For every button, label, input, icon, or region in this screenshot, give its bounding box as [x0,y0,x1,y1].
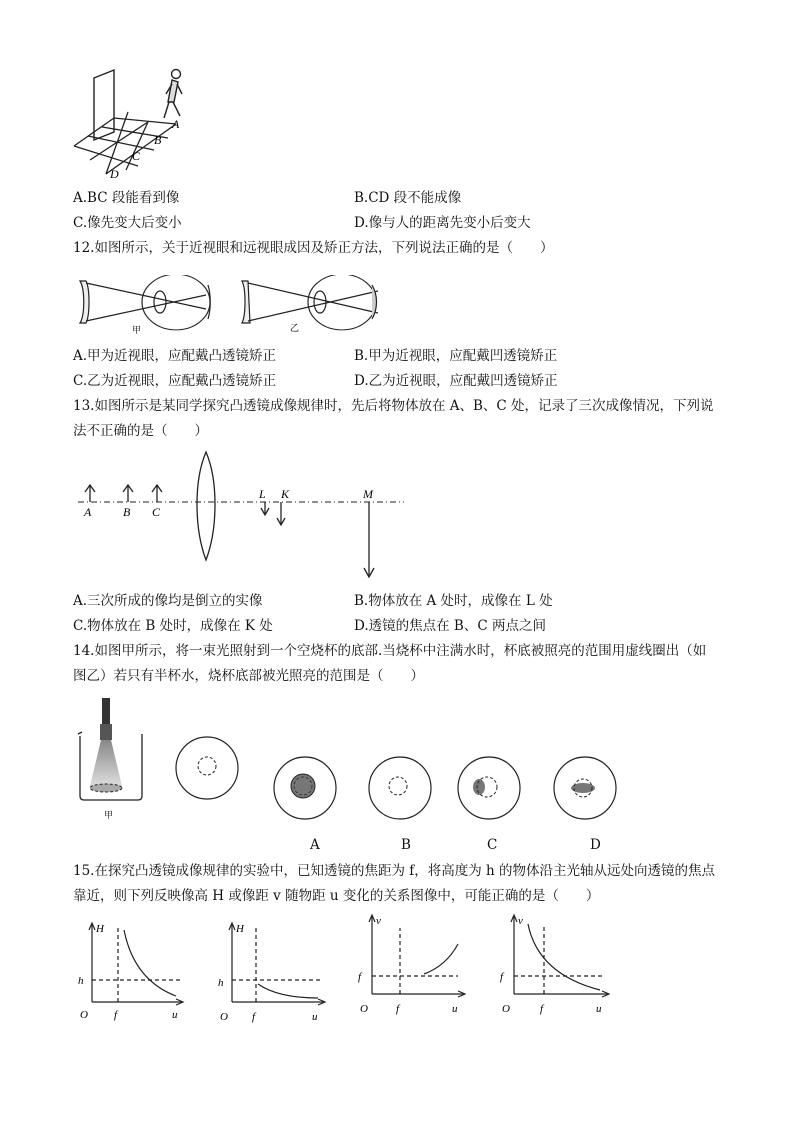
q13-option-d: D.透镜的焦点在 B、C 两点之间 [354,618,546,634]
q14-option-d-label: D [590,837,601,853]
q12-figure-jia [76,275,226,335]
q14-stem-line2: 图乙）若只有半杯水，烧杯底部被光照亮的范围是（ ） [73,668,424,684]
q13-label-k: K [281,487,290,501]
q15-stem-line2: 靠近，则下列反映像高 H 或像距 v 随物距 u 变化的关系图像中，可能正确的是（ ） [73,888,600,904]
q12-stem: 12.如图所示，关于近视眼和远视眼成因及矫正方法，下列说法正确的是（ ） [73,240,554,256]
q14-option-b-label: B [401,837,411,853]
q15-g4-mark: f [500,971,504,983]
q11-figure [68,62,208,180]
q15-g2-ylabel: H [236,923,244,935]
q14-option-b-figure[interactable] [366,754,434,822]
q12-option-c: C.乙为近视眼，应配戴凸透镜矫正 [73,373,277,389]
q15-g4-f: f [540,1003,544,1015]
q14-option-a-figure[interactable] [271,754,339,822]
q14-option-a-label: A [310,837,320,853]
q15-g2-mark: h [218,977,224,989]
q11-label-d: D [110,167,119,180]
q15-g2-xlabel: u [312,1011,318,1023]
q15-graph-2[interactable] [214,918,329,1026]
q13-label-m: M [363,487,373,501]
q15-stem-line1: 15.在探究凸透镜成像规律的实验中，已知透镜的焦距为 f，将高度为 h 的物体沿主光轴从远处向透镜的焦点 [73,863,716,879]
q15-g3-f: f [396,1003,400,1015]
q14-option-c-figure[interactable] [455,754,523,822]
q13-figure [74,450,410,582]
q15-graph-3[interactable] [354,910,469,1018]
q15-g1-origin: O [80,1009,88,1021]
q11-label-b: B [154,133,162,147]
q14-figure-yi [173,734,241,802]
q12-option-b: B.甲为近视眼，应配戴凹透镜矫正 [354,348,558,364]
q15-g3-ylabel: v [376,915,381,927]
q11-option-b: B.CD 段不能成像 [354,190,462,206]
q15-g4-origin: O [502,1003,510,1015]
q11-label-c: C [132,149,141,163]
q15-g2-f: f [252,1011,256,1023]
q15-g4-ylabel: v [518,915,523,927]
q15-graph-1[interactable] [72,918,187,1026]
q13-option-c: C.物体放在 B 处时，成像在 K 处 [73,618,273,634]
q14-option-d-figure[interactable] [551,754,619,822]
q11-option-c: C.像先变大后变小 [73,215,182,231]
q13-label-b: B [123,505,131,519]
q15-g3-mark: f [358,971,362,983]
q15-g1-f: f [114,1009,118,1021]
q15-g1-xlabel: u [172,1009,178,1021]
q14-label-jia: 甲 [104,810,114,820]
q15-g1-mark: h [78,975,84,987]
q13-stem-line2: 法不正确的是（ ） [73,423,208,439]
q13-label-c: C [152,505,161,519]
q12-label-jia: 甲 [132,325,142,335]
q11-option-d: D.像与人的距离先变小后变大 [354,215,531,231]
q11-label-a: A [172,117,180,131]
q15-g4-xlabel: u [596,1003,602,1015]
q14-figure-jia [74,696,154,822]
q13-label-a: A [84,505,92,519]
q15-g1-ylabel: H [96,923,104,935]
q15-g3-origin: O [360,1003,368,1015]
q12-option-a: A.甲为近视眼，应配戴凸透镜矫正 [73,348,277,364]
q14-stem-line1: 14.如图甲所示，将一束光照射到一个空烧杯的底部.当烧杯中注满水时，杯底被照亮的范围用虚线圈出（如 [73,643,707,659]
q13-stem-line1: 13.如图所示是某同学探究凸透镜成像规律时，先后将物体放在 A、B、C 处，记录了三次成像情况，下列说 [73,398,714,414]
q15-graph-4[interactable] [496,910,614,1018]
q15-g3-xlabel: u [452,1003,458,1015]
q13-label-l: L [259,487,266,501]
q13-option-b: B.物体放在 A 处时，成像在 L 处 [354,593,553,609]
q12-option-d: D.乙为近视眼，应配戴凹透镜矫正 [354,373,558,389]
q12-label-yi: 乙 [290,323,300,333]
q13-option-a: A.三次所成的像均是倒立的实像 [73,593,263,609]
q11-option-a: A.BC 段能看到像 [73,190,180,206]
q12-figure-yi [238,275,388,335]
q14-option-c-label: C [487,837,498,853]
q15-g2-origin: O [220,1011,228,1023]
